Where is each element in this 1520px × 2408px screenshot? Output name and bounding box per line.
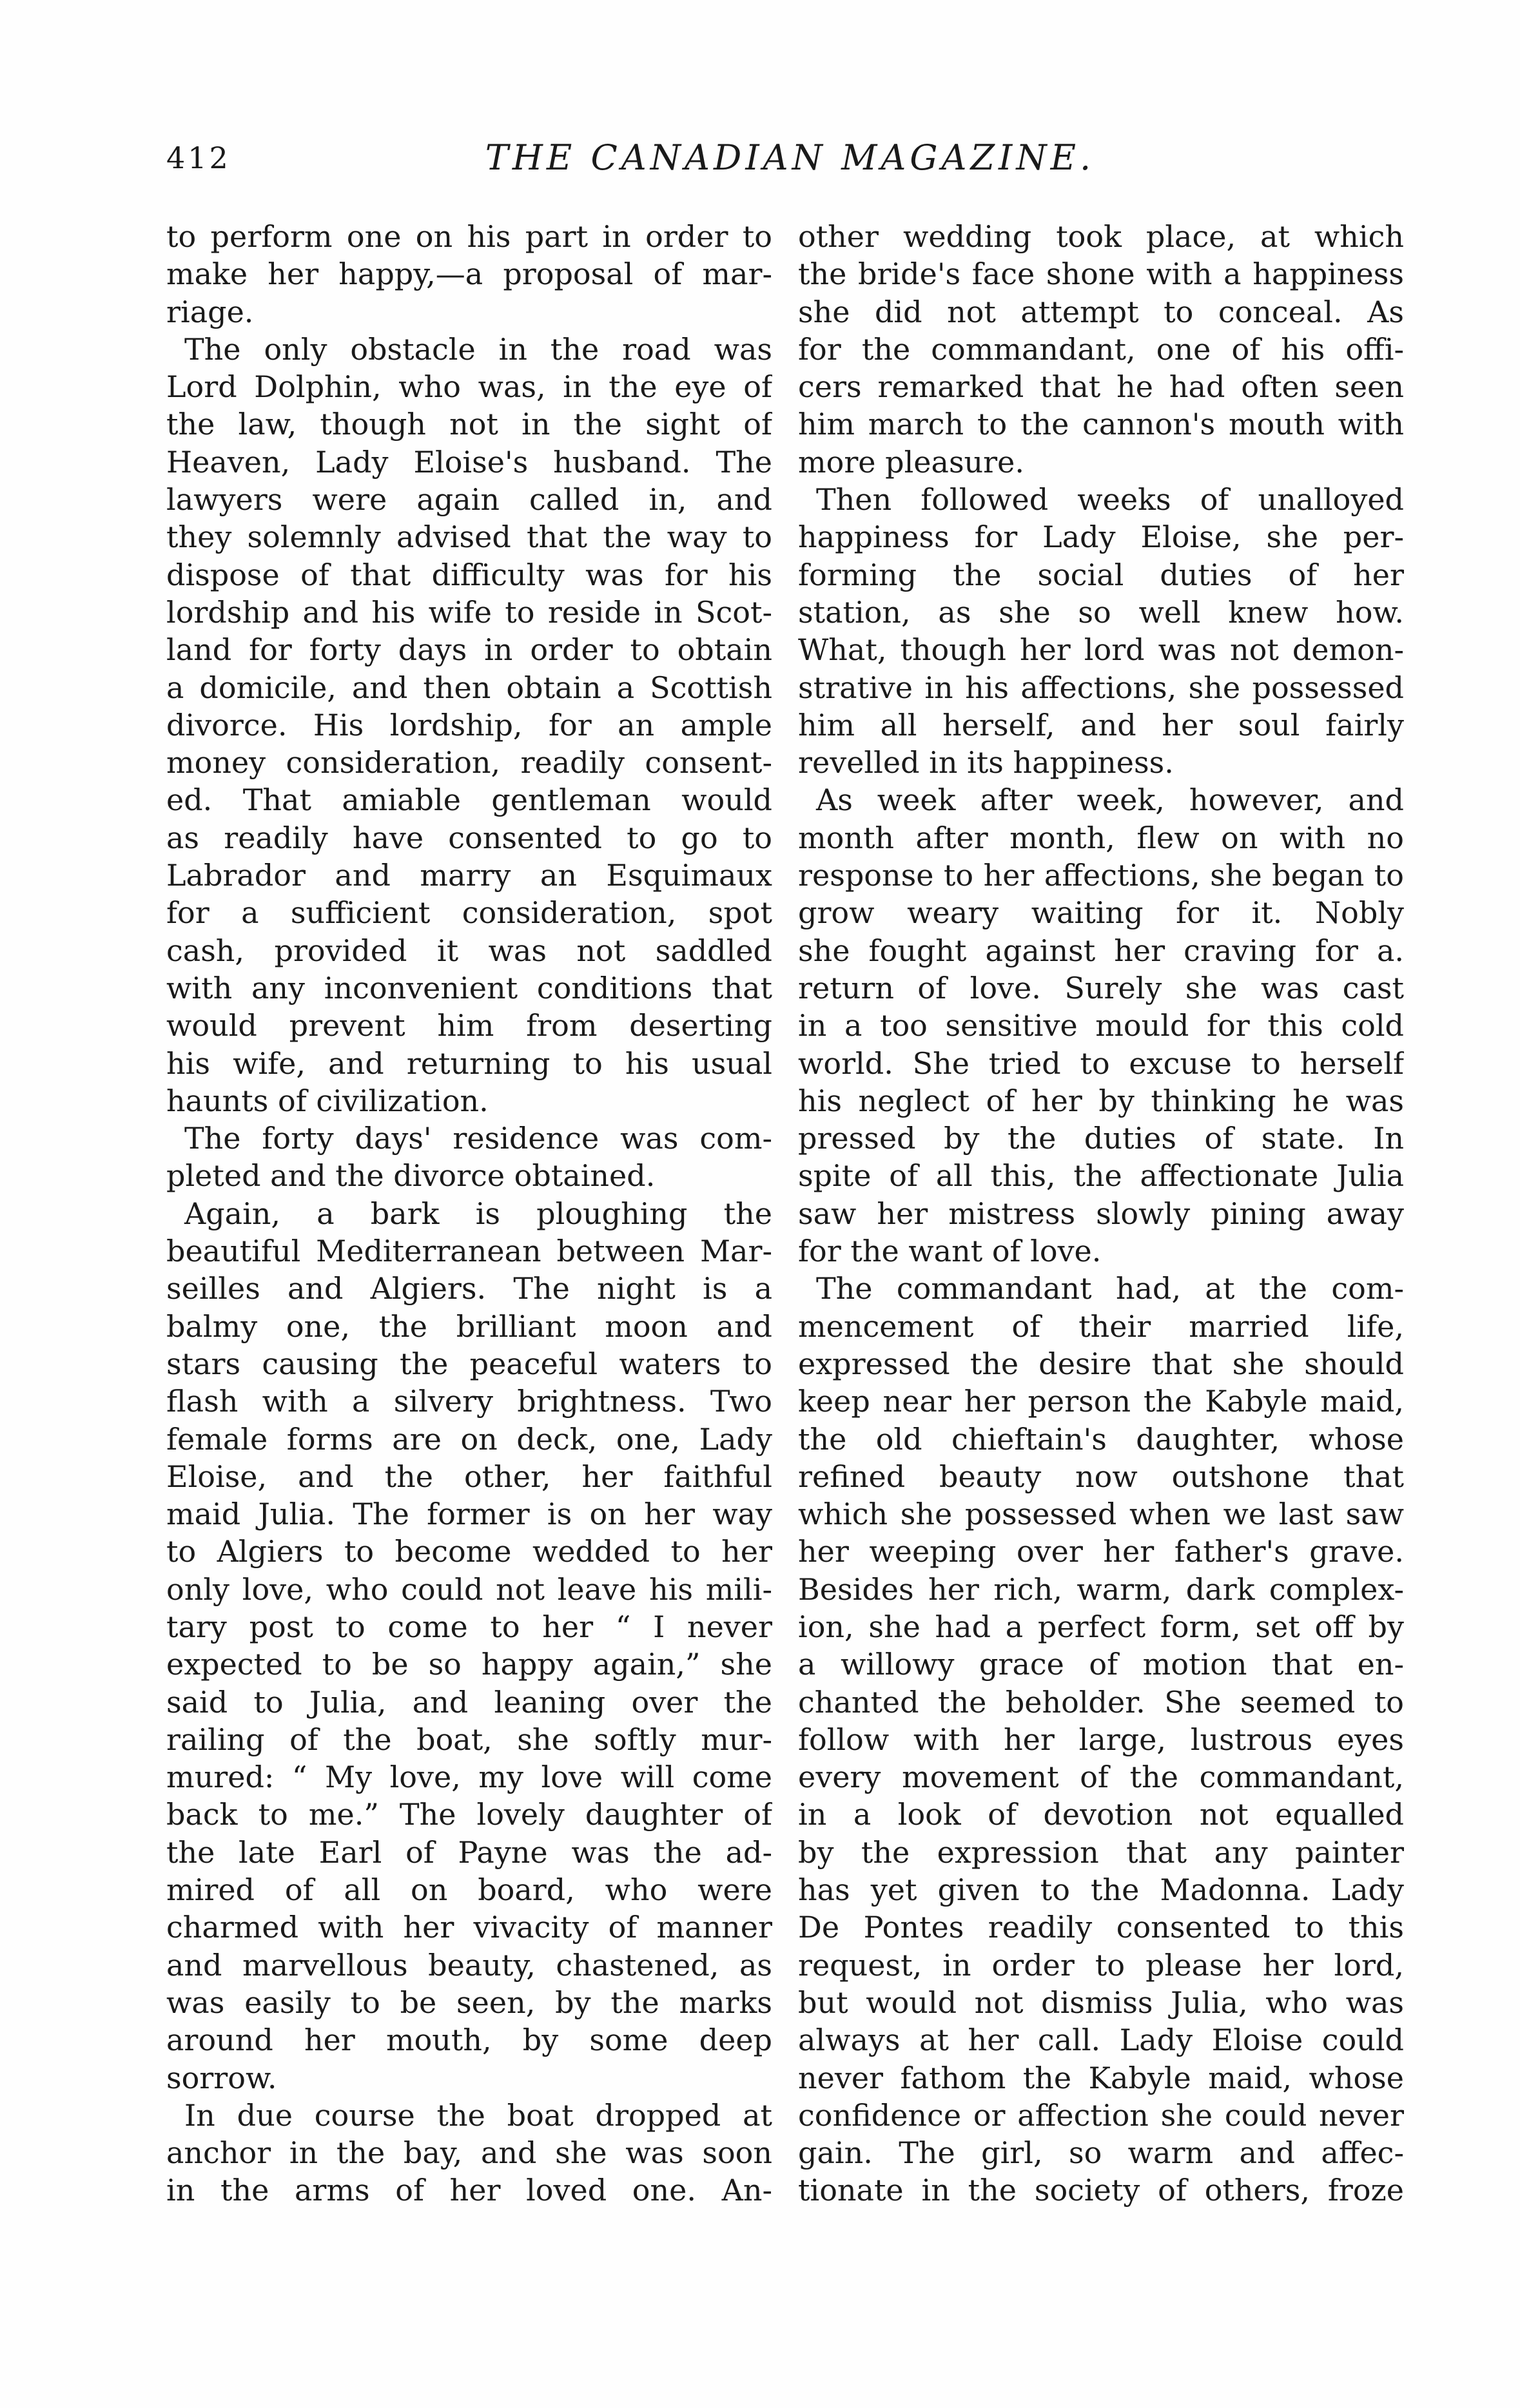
text-line: Again, a bark is ploughing the bbox=[184, 1196, 772, 1231]
text-line: around her mouth, by some deep bbox=[166, 2023, 772, 2058]
text-line: return of love. Surely she was cast bbox=[798, 970, 1404, 1005]
text-line: follow with her large, lustrous eyes bbox=[798, 1722, 1404, 1757]
text-line: flash with a silvery brightness. Two bbox=[166, 1384, 772, 1419]
text-line: balmy one, the brilliant moon and bbox=[166, 1308, 772, 1344]
text-line: money consideration, readily consent- bbox=[166, 745, 772, 781]
text-line: anchor in the bay, and she was soon bbox=[166, 2135, 772, 2171]
text-line: a domicile, and then obtain a Scottish bbox=[166, 670, 772, 705]
text-line: forming the social duties of her bbox=[798, 557, 1404, 592]
text-line: and marvellous beauty, chastened, as bbox=[166, 1947, 772, 1983]
text-line: De Pontes readily consented to this bbox=[798, 1910, 1404, 1945]
text-line: spite of all this, the affectionate Julia bbox=[798, 1158, 1404, 1194]
text-line: The only obstacle in the road was bbox=[184, 331, 772, 367]
text-line: expected to be so happy again,” she bbox=[166, 1647, 772, 1682]
text-line: every movement of the commandant, bbox=[798, 1760, 1404, 1795]
text-line: for the commandant, one of his offi- bbox=[798, 331, 1404, 367]
text-line: Heaven, Lady Eloise's husband. The bbox=[166, 444, 772, 480]
text-line: ion, she had a perfect form, set off by bbox=[798, 1609, 1404, 1644]
text-line: happiness for Lady Eloise, she per- bbox=[798, 519, 1404, 555]
text-line: beautiful Mediterranean between Mar- bbox=[166, 1234, 772, 1269]
text-line: was easily to be seen, by the marks bbox=[166, 1985, 772, 2020]
text-line: The commandant had, at the com- bbox=[816, 1271, 1404, 1306]
text-line: The forty days' residence was com- bbox=[184, 1121, 772, 1156]
text-line: saw her mistress slowly pining away bbox=[798, 1196, 1404, 1231]
text-line: him all herself, and her soul fairly bbox=[798, 707, 1404, 743]
text-line: with any inconvenient conditions that bbox=[166, 970, 772, 1005]
text-line: mured: “ My love, my love will come bbox=[166, 1760, 772, 1795]
text-line: always at her call. Lady Eloise could bbox=[798, 2023, 1404, 2058]
text-line: railing of the boat, she softly mur- bbox=[166, 1722, 772, 1757]
text-line: has yet given to the Madonna. Lady bbox=[798, 1872, 1404, 1908]
text-line: riage. bbox=[166, 294, 254, 329]
text-line: the law, though not in the sight of bbox=[166, 407, 772, 442]
text-line: in a look of devotion not equalled bbox=[798, 1797, 1404, 1832]
text-line: lawyers were again called in, and bbox=[166, 482, 772, 518]
text-line: pressed by the duties of state. In bbox=[798, 1121, 1404, 1156]
text-line: would prevent him from deserting bbox=[166, 1008, 772, 1044]
text-line: to perform one on his part in order to bbox=[166, 219, 772, 254]
text-line: expressed the desire that she should bbox=[798, 1346, 1404, 1381]
text-line: pleted and the divorce obtained. bbox=[166, 1158, 656, 1194]
text-line: make her happy,—a proposal of mar- bbox=[166, 257, 772, 292]
text-line: they solemnly advised that the way to bbox=[166, 519, 772, 555]
text-line: grow weary waiting for it. Nobly bbox=[798, 895, 1404, 931]
page-header bbox=[166, 135, 1414, 180]
text-line: month after month, flew on with no bbox=[798, 820, 1404, 855]
text-line: by the expression that any painter bbox=[798, 1834, 1404, 1870]
text-line: only love, who could not leave his mili- bbox=[166, 1571, 772, 1607]
text-line: as readily have consented to go to bbox=[166, 820, 772, 855]
text-line: never fathom the Kabyle maid, whose bbox=[798, 2060, 1404, 2095]
text-column-right bbox=[798, 218, 1404, 2325]
text-line: in the arms of her loved one. An- bbox=[166, 2173, 772, 2208]
text-line: Lord Dolphin, who was, in the eye of bbox=[166, 369, 772, 405]
text-line: more pleasure. bbox=[798, 444, 1025, 480]
text-line: sorrow. bbox=[166, 2060, 277, 2095]
text-line: to Algiers to become wedded to her bbox=[166, 1534, 772, 1569]
text-line: cash, provided it was not saddled bbox=[166, 933, 772, 968]
text-line: for a sufficient consideration, spot bbox=[166, 895, 772, 931]
text-line: which she possessed when we last saw bbox=[798, 1497, 1404, 1532]
text-line: charmed with her vivacity of manner bbox=[166, 1910, 772, 1945]
text-line: cers remarked that he had often seen bbox=[798, 369, 1404, 405]
text-line: Then followed weeks of unalloyed bbox=[816, 482, 1404, 518]
text-line: his neglect of her by thinking he was bbox=[798, 1083, 1404, 1118]
text-line: his wife, and returning to his usual bbox=[166, 1045, 772, 1081]
text-line: As week after week, however, and bbox=[816, 782, 1404, 818]
text-line: stars causing the peaceful waters to bbox=[166, 1346, 772, 1381]
text-line: haunts of civilization. bbox=[166, 1083, 489, 1118]
text-column-left bbox=[166, 218, 772, 2325]
text-line: her weeping over her father's grave. bbox=[798, 1534, 1404, 1569]
text-line: confidence or affection she could never bbox=[798, 2097, 1404, 2133]
text-line: she did not attempt to conceal. As bbox=[798, 294, 1404, 329]
text-line: tary post to come to her “ I never bbox=[166, 1609, 772, 1644]
page-number: 412 bbox=[166, 141, 231, 175]
text-line: a willowy grace of motion that en- bbox=[798, 1647, 1404, 1682]
text-line: but would not dismiss Julia, who was bbox=[798, 1985, 1404, 2020]
text-line: land for forty days in order to obtain bbox=[166, 632, 772, 668]
text-line: the old chieftain's daughter, whose bbox=[798, 1421, 1404, 1457]
text-line: gain. The girl, so warm and affec- bbox=[798, 2135, 1404, 2171]
text-line: Besides her rich, warm, dark complex- bbox=[798, 1571, 1404, 1607]
text-line: the bride's face shone with a happiness bbox=[798, 257, 1404, 292]
text-line: ed. That amiable gentleman would bbox=[166, 782, 772, 818]
text-line: In due course the boat dropped at bbox=[184, 2097, 772, 2133]
text-line: Eloise, and the other, her faithful bbox=[166, 1459, 772, 1494]
text-line: response to her affections, she began to bbox=[798, 858, 1404, 893]
text-line: keep near her person the Kabyle maid, bbox=[798, 1384, 1404, 1419]
text-line: world. She tried to excuse to herself bbox=[798, 1045, 1404, 1081]
running-title: THE CANADIAN MAGAZINE. bbox=[485, 137, 1095, 178]
text-line: lordship and his wife to reside in Scot- bbox=[166, 594, 772, 630]
text-line: tionate in the society of others, froze bbox=[798, 2173, 1404, 2208]
text-line: station, as she so well knew how. bbox=[798, 594, 1404, 630]
text-line: revelled in its happiness. bbox=[798, 745, 1174, 781]
text-line: strative in his affections, she possessed bbox=[798, 670, 1404, 705]
text-line: seilles and Algiers. The night is a bbox=[166, 1271, 772, 1306]
text-line: refined beauty now outshone that bbox=[798, 1459, 1404, 1494]
text-line: Labrador and marry an Esquimaux bbox=[166, 858, 772, 893]
text-line: back to me.” The lovely daughter of bbox=[166, 1797, 772, 1832]
text-line: dispose of that difficulty was for his bbox=[166, 557, 772, 592]
text-line: maid Julia. The former is on her way bbox=[166, 1497, 772, 1532]
text-line: divorce. His lordship, for an ample bbox=[166, 707, 772, 743]
text-line: What, though her lord was not demon- bbox=[798, 632, 1404, 668]
text-line: for the want of love. bbox=[798, 1234, 1102, 1269]
text-line: chanted the beholder. She seemed to bbox=[798, 1684, 1404, 1720]
text-line: female forms are on deck, one, Lady bbox=[166, 1421, 772, 1457]
text-line: request, in order to please her lord, bbox=[798, 1947, 1404, 1983]
text-line: mencement of their married life, bbox=[798, 1308, 1404, 1344]
text-line: said to Julia, and leaning over the bbox=[166, 1684, 772, 1720]
text-line: him march to the cannon's mouth with bbox=[798, 407, 1404, 442]
text-line: she fought against her craving for a. bbox=[798, 933, 1404, 968]
text-line: the late Earl of Payne was the ad- bbox=[166, 1834, 772, 1870]
text-line: in a too sensitive mould for this cold bbox=[798, 1008, 1404, 1044]
text-line: other wedding took place, at which bbox=[798, 219, 1404, 254]
text-line: mired of all on board, who were bbox=[166, 1872, 772, 1908]
